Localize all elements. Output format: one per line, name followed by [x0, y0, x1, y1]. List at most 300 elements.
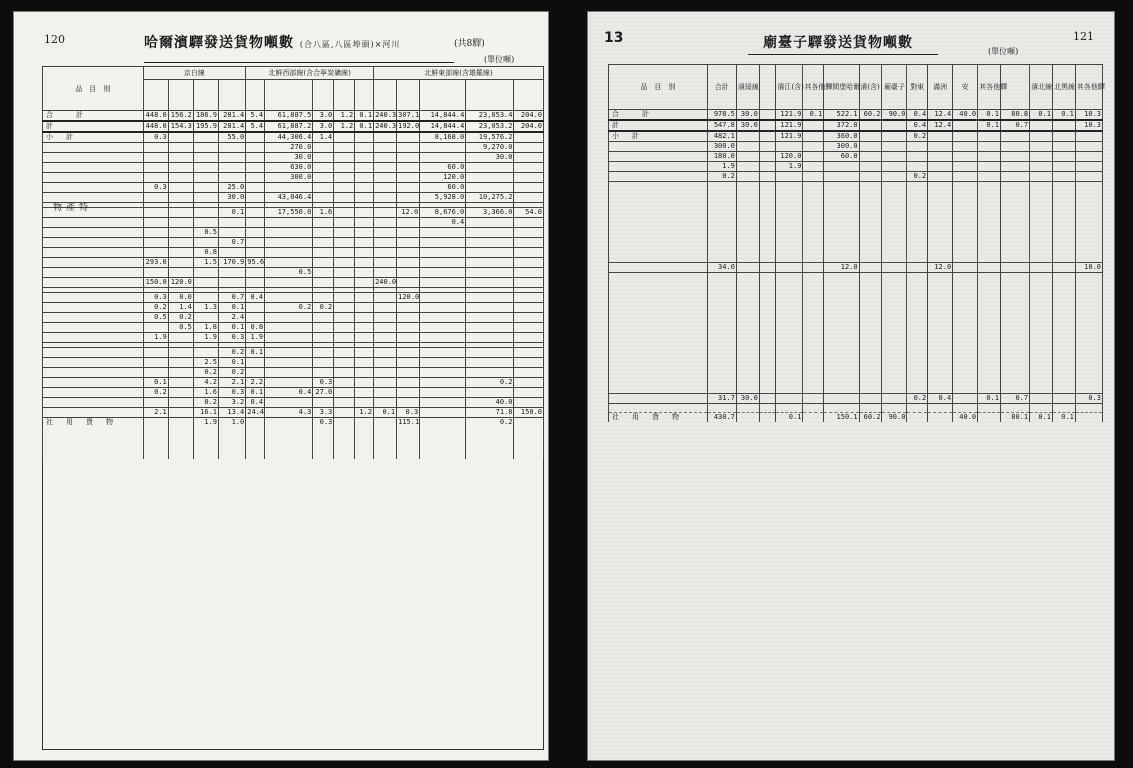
table-cell [355, 313, 374, 323]
table-cell: 120.0 [168, 278, 193, 288]
table-cell [334, 132, 355, 143]
row-label [43, 193, 144, 203]
table-cell [514, 333, 544, 343]
table-cell [1075, 142, 1102, 152]
table-cell [953, 131, 978, 142]
row-label [609, 263, 708, 273]
table-cell [1075, 152, 1102, 162]
table-cell [978, 131, 1001, 142]
table-cell: 2.2 [246, 378, 265, 388]
table-cell [193, 238, 218, 248]
table-cell: 3.3 [313, 408, 334, 418]
table-cell [420, 278, 466, 288]
table-cell: 1.8 [193, 323, 218, 333]
table-cell [759, 263, 776, 273]
table-cell [1030, 263, 1053, 273]
table-cell: 1.3 [193, 303, 218, 313]
table-cell [355, 398, 374, 408]
table-cell [420, 228, 466, 238]
table-cell [334, 183, 355, 193]
table-cell [168, 238, 193, 248]
table-cell [374, 323, 397, 333]
table-cell: 3.0 [313, 111, 334, 122]
table-cell [1052, 394, 1075, 404]
table-cell [334, 258, 355, 268]
table-cell [928, 172, 953, 182]
table-cell [759, 152, 776, 162]
table-cell [1052, 162, 1075, 172]
table-cell: 3.2 [219, 398, 246, 408]
col-header: 其各他驛 [1075, 65, 1102, 110]
table-cell [953, 142, 978, 152]
table-cell: 1.9 [246, 333, 265, 343]
table-cell [1052, 172, 1075, 182]
table-cell: 44,306.4 [265, 132, 313, 143]
table-row [43, 388, 544, 398]
table-cell [420, 418, 466, 428]
table-cell: 10,275.2 [466, 193, 514, 203]
table-cell [334, 358, 355, 368]
table-cell: 120.0 [776, 152, 803, 162]
table-cell [334, 143, 355, 153]
table-cell: 10.3 [1075, 110, 1102, 121]
table-cell [514, 388, 544, 398]
table-cell: 17,550.0 [265, 208, 313, 218]
table-cell [736, 263, 759, 273]
table-cell [466, 278, 514, 288]
table-cell [907, 263, 928, 273]
table-cell [143, 208, 168, 218]
table-row [43, 153, 544, 163]
table-cell [1052, 263, 1075, 273]
group-header-2: 北鮮西部線(含合寧炭礦線) [246, 67, 374, 80]
table-cell: 192.0 [398, 122, 420, 130]
table-cell: 0.1 [219, 358, 246, 368]
table-cell: 0.4 [246, 398, 265, 408]
table-cell [420, 358, 466, 368]
table-cell: 5,928.0 [420, 193, 466, 203]
table-cell: 0.1 [219, 323, 246, 333]
table-cell [1001, 152, 1030, 162]
table-cell [514, 238, 544, 248]
table-cell: 1.5 [193, 258, 218, 268]
table-cell [397, 378, 420, 388]
table-cell: 1.9 [193, 333, 218, 343]
table-cell: 0.2 [907, 131, 928, 142]
table-cell: 0.3 [219, 388, 246, 398]
left-page [14, 12, 548, 760]
table-cell: 1.4 [168, 303, 193, 313]
table-cell [466, 183, 514, 193]
table-cell: 0.3 [313, 378, 334, 388]
table-cell [265, 183, 313, 193]
table-cell [334, 378, 355, 388]
table-cell [397, 143, 420, 153]
table-cell [246, 173, 265, 183]
table-cell: 0.1 [246, 388, 265, 398]
right-page [588, 12, 1114, 760]
table-cell [334, 333, 355, 343]
table-cell: 60.2 [859, 413, 882, 423]
freight-table-left [42, 66, 544, 459]
table-cell [420, 258, 466, 268]
table-cell: 60.0 [824, 152, 859, 162]
table-cell: 1.9 [143, 333, 168, 343]
table-cell: 154.3 [168, 121, 193, 132]
table-cell [736, 142, 759, 152]
table-cell: 0.1 [1052, 110, 1075, 121]
table-row [43, 378, 544, 388]
table-cell: 80.1 [1001, 413, 1030, 423]
row-label: 小 計 [609, 131, 708, 142]
table-cell: 482.1 [707, 131, 736, 142]
table-cell [397, 398, 420, 408]
table-cell [334, 418, 355, 428]
table-cell [355, 368, 374, 378]
table-cell: 0.1 [246, 348, 265, 358]
table-cell [334, 303, 355, 313]
row-label [609, 394, 708, 404]
table-cell: 1.0 [219, 418, 246, 428]
table-cell [1075, 162, 1102, 172]
table-cell [374, 303, 397, 313]
table-row [43, 348, 544, 358]
table-cell: 0.2 [466, 418, 514, 428]
table-cell [953, 172, 978, 182]
table-cell: 0.4 [907, 110, 928, 121]
table-cell: 150.1 [824, 413, 859, 423]
table-cell [928, 142, 953, 152]
table-cell [928, 413, 953, 423]
table-cell [313, 368, 334, 378]
table-cell [374, 153, 397, 163]
table-cell [882, 172, 907, 182]
table-cell: 1.2 [334, 111, 355, 122]
table-cell [355, 132, 374, 143]
table-cell [397, 248, 420, 258]
table-cell [397, 228, 420, 238]
table-cell [313, 248, 334, 258]
table-cell: 0.1 [978, 110, 1001, 121]
row-label [43, 388, 144, 398]
table-cell [168, 348, 193, 358]
table-cell: 630.0 [265, 163, 313, 173]
left-table-body [43, 111, 544, 460]
row-label [43, 143, 144, 153]
table-cell: 90.0 [882, 413, 907, 423]
table-cell [219, 173, 246, 183]
page-title [144, 32, 400, 52]
table-cell [168, 248, 193, 258]
table-cell [168, 388, 193, 398]
table-cell [355, 208, 374, 218]
table-cell [168, 193, 193, 203]
table-cell [265, 278, 313, 288]
table-cell [143, 248, 168, 258]
table-cell [776, 394, 803, 404]
table-cell [759, 162, 776, 172]
table-cell [514, 173, 544, 183]
table-cell [168, 183, 193, 193]
table-cell [514, 278, 544, 288]
table-cell [420, 388, 466, 398]
table-cell [334, 293, 355, 303]
table-cell [168, 398, 193, 408]
table-cell [420, 368, 466, 378]
col-header: 濱江(含) [776, 65, 803, 110]
table-cell: 3.0 [313, 121, 334, 132]
table-cell: 281.4 [219, 111, 246, 122]
table-cell: 0.8 [246, 323, 265, 333]
row-label [609, 162, 708, 172]
table-cell [246, 268, 265, 278]
table-cell: 0.3 [313, 418, 334, 428]
row-label [43, 163, 144, 173]
table-cell [420, 303, 466, 313]
table-cell: 0.1 [776, 413, 803, 423]
row-label [43, 398, 144, 408]
table-cell [466, 293, 514, 303]
row-label [43, 378, 144, 388]
table-row [43, 303, 544, 313]
table-cell [514, 248, 544, 258]
table-cell [420, 408, 466, 418]
table-cell [514, 418, 544, 428]
table-cell: 0.8 [193, 248, 218, 258]
table-cell [882, 263, 907, 273]
table-cell [265, 378, 313, 388]
table-cell [374, 163, 397, 173]
table-cell: 1.6 [193, 388, 218, 398]
table-cell [1052, 131, 1075, 142]
table-cell: 0.2 [907, 394, 928, 404]
table-row [43, 193, 544, 203]
table-cell [907, 152, 928, 162]
table-cell: 0.1 [803, 110, 824, 121]
table-cell: 90.0 [882, 110, 907, 121]
table-row [43, 238, 544, 248]
table-cell [313, 333, 334, 343]
table-cell: 40.0 [953, 413, 978, 423]
table-cell [397, 193, 420, 203]
table-cell [265, 398, 313, 408]
table-cell [514, 313, 544, 323]
table-cell [736, 162, 759, 172]
table-cell [420, 378, 466, 388]
table-cell [143, 163, 168, 173]
table-cell: 522.1 [824, 110, 859, 121]
table-cell: 448.0 [143, 111, 168, 122]
table-cell [420, 313, 466, 323]
table-cell [313, 278, 334, 288]
table-row [43, 398, 544, 408]
table-cell [168, 268, 193, 278]
table-cell [824, 172, 859, 182]
table-cell [466, 313, 514, 323]
table-cell [1030, 120, 1053, 131]
table-cell [514, 398, 544, 408]
right-table-body [609, 110, 1103, 423]
table-cell [143, 153, 168, 163]
table-cell: 240.3 [375, 122, 397, 130]
table-row [43, 208, 544, 218]
table-cell [374, 368, 397, 378]
table-cell: 0.5 [265, 268, 313, 278]
table-cell: 0.1 [355, 111, 374, 122]
table-cell [265, 358, 313, 368]
table-cell [355, 348, 374, 358]
table-cell: 180.0 [707, 152, 736, 162]
table-cell: 3,366.0 [466, 208, 514, 218]
table-cell [882, 152, 907, 162]
col-header: 滿洲 [928, 65, 953, 110]
table-cell: 0.0 [168, 293, 193, 303]
table-cell: 0.5 [193, 228, 218, 238]
row-label: 社 用 貨 物 [609, 413, 708, 423]
table-cell [168, 153, 193, 163]
table-cell [355, 173, 374, 183]
row-label: 合 計 [609, 110, 708, 121]
table-cell [859, 142, 882, 152]
title-main: 哈爾濱驛發送貨物噸數 [144, 35, 294, 51]
table-cell [168, 163, 193, 173]
table-cell [420, 238, 466, 248]
table-row [43, 111, 544, 122]
table-cell [759, 172, 776, 182]
row-label [43, 248, 144, 258]
table-cell: 0.2 [219, 348, 246, 358]
table-cell [246, 183, 265, 193]
table-row [43, 183, 544, 193]
table-cell [265, 418, 313, 428]
table-cell [313, 398, 334, 408]
table-cell [397, 173, 420, 183]
col-header: 一間堡哈爾濱(含) [824, 65, 859, 110]
row-label [609, 142, 708, 152]
table-cell [265, 348, 313, 358]
table-cell [219, 268, 246, 278]
table-cell [1075, 131, 1102, 142]
table-cell [334, 248, 355, 258]
table-cell [168, 368, 193, 378]
table-cell: 30.0 [736, 120, 759, 131]
table-cell: 0.2 [143, 388, 168, 398]
table-cell: 60.0 [420, 163, 466, 173]
table-row [43, 368, 544, 378]
table-cell [374, 268, 397, 278]
table-cell: 430.7 [707, 413, 736, 423]
col-header: 其各他驛 [978, 65, 1001, 110]
table-cell [334, 368, 355, 378]
table-cell: 0.1 [219, 303, 246, 313]
table-row [609, 172, 1103, 182]
table-cell [374, 248, 397, 258]
table-cell [355, 238, 374, 248]
table-row [43, 173, 544, 183]
table-cell [882, 394, 907, 404]
table-cell [1052, 142, 1075, 152]
table-cell [334, 388, 355, 398]
table-cell [953, 162, 978, 172]
table-cell [803, 413, 824, 423]
table-cell [265, 293, 313, 303]
table-cell [759, 394, 776, 404]
table-cell [334, 398, 355, 408]
table-cell [803, 152, 824, 162]
table-row [609, 120, 1103, 131]
table-cell [219, 278, 246, 288]
table-cell [397, 278, 420, 288]
table-cell [859, 172, 882, 182]
table-cell: 0.3 [143, 183, 168, 193]
table-cell: 0.7 [219, 238, 246, 248]
table-cell [859, 162, 882, 172]
table-cell [246, 228, 265, 238]
table-row [43, 333, 544, 343]
table-cell [397, 358, 420, 368]
table-cell [978, 162, 1001, 172]
table-cell: 1.2 [334, 121, 355, 132]
table-cell [420, 323, 466, 333]
table-cell [246, 358, 265, 368]
table-cell [397, 132, 420, 143]
table-row [609, 394, 1103, 404]
table-cell [143, 218, 168, 228]
row-label [43, 348, 144, 358]
row-label [43, 368, 144, 378]
table-row [609, 131, 1103, 142]
col-header: 北黑線 [1052, 65, 1075, 110]
table-cell: 121.9 [776, 120, 803, 131]
table-cell [246, 278, 265, 288]
table-cell [397, 268, 420, 278]
table-cell [803, 120, 824, 131]
table-cell [397, 163, 420, 173]
col-header: 廟臺子 [882, 65, 907, 110]
table-cell [514, 358, 544, 368]
table-cell [265, 258, 313, 268]
table-row [609, 413, 1103, 423]
table-cell [466, 323, 514, 333]
table-cell [143, 193, 168, 203]
table-cell: 121.9 [776, 110, 803, 121]
table-cell: 0.2 [907, 172, 928, 182]
table-cell: 0.2 [466, 378, 514, 388]
table-row [43, 163, 544, 173]
table-cell [374, 333, 397, 343]
table-row [609, 142, 1103, 152]
table-cell [1030, 172, 1053, 182]
table-cell [334, 323, 355, 333]
table-cell: 0.2 [143, 303, 168, 313]
table-cell [514, 218, 544, 228]
table-cell [334, 238, 355, 248]
table-cell [978, 142, 1001, 152]
table-cell [514, 323, 544, 333]
table-cell [514, 163, 544, 173]
table-cell: 0.1 [374, 408, 397, 418]
table-cell: 23,053.2 [466, 121, 514, 132]
freight-table-right [608, 64, 1103, 422]
table-cell [397, 183, 420, 193]
table-cell [334, 348, 355, 358]
table-cell: 24.4 [247, 408, 265, 416]
table-cell [355, 183, 374, 193]
table-cell [736, 131, 759, 142]
table-cell [374, 238, 397, 248]
row-label: 社 用 貨 物 [43, 418, 144, 428]
row-spacer [43, 455, 544, 459]
